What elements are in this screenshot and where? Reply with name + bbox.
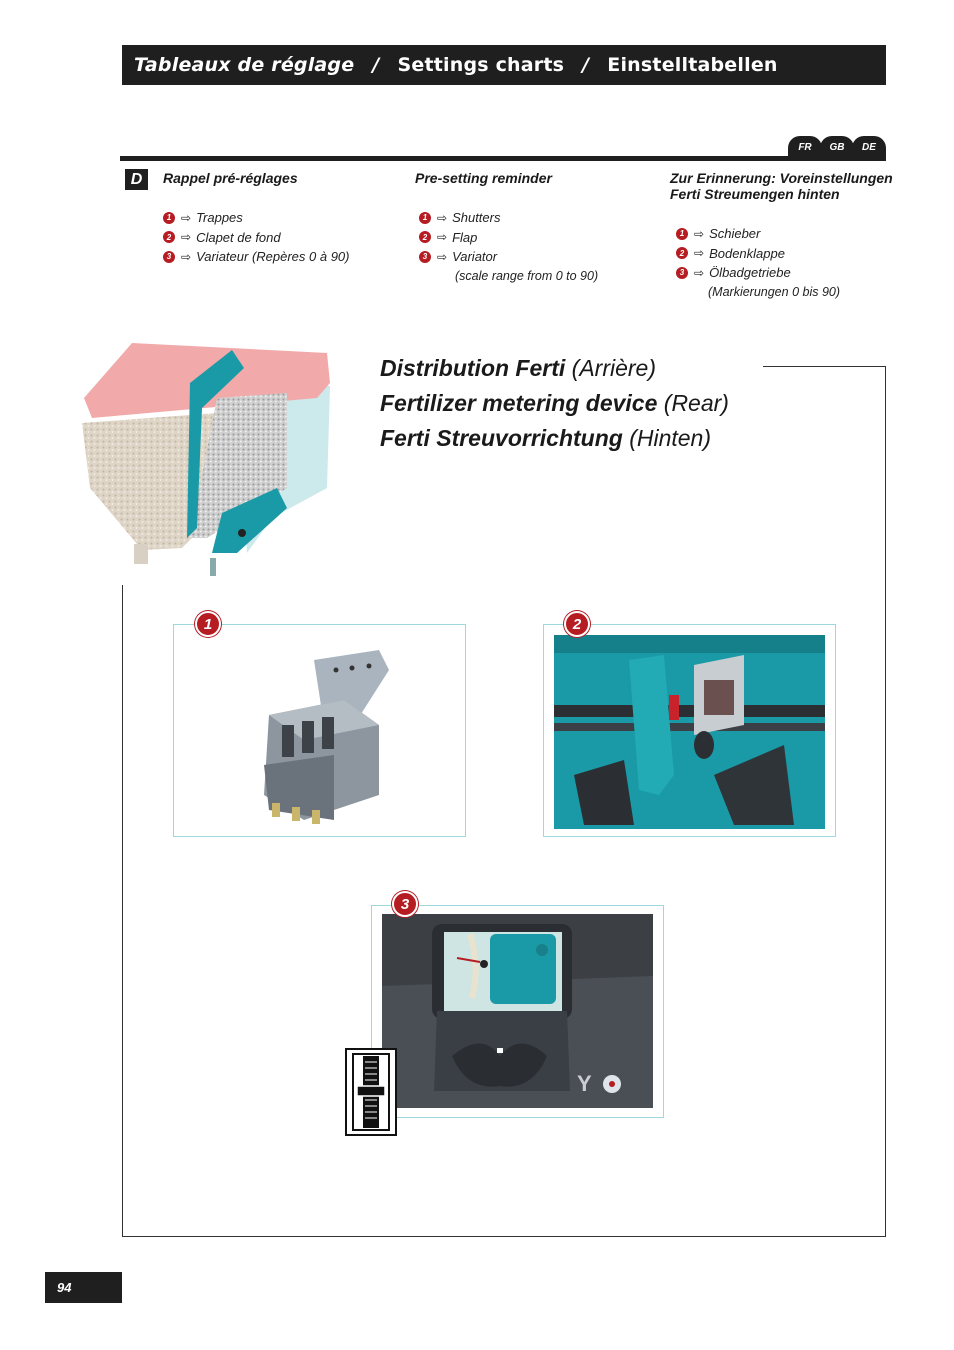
title-bold: Distribution Ferti	[380, 355, 566, 381]
title-bold: Ferti Streuvorrichtung	[380, 425, 623, 451]
gb-item-list	[419, 208, 500, 267]
list-item	[163, 247, 350, 267]
title-light: (Hinten)	[629, 425, 712, 451]
arrow-right-icon: ⇨	[181, 210, 192, 225]
photo-number-badge: 2	[564, 611, 590, 637]
arrow-right-icon: ⇨	[694, 246, 705, 261]
item-text: Shutters	[452, 210, 501, 226]
arrow-right-icon: ⇨	[437, 230, 448, 245]
list-item	[163, 208, 350, 228]
photo-number-badge: 3	[392, 891, 418, 917]
title-fr	[380, 355, 656, 382]
header-title-fr: Tableaux de réglage	[134, 54, 355, 76]
item-text: Trappes	[196, 210, 243, 226]
title-de	[380, 425, 711, 452]
number-badge: 1	[419, 212, 431, 224]
item-text: Bodenklappe	[709, 245, 785, 261]
photo-number-badge: 1	[195, 611, 221, 637]
frame-line-left	[122, 585, 123, 1237]
title-gb	[380, 390, 729, 417]
page-number: 94	[45, 1272, 122, 1303]
list-item	[419, 247, 500, 267]
de-item-list	[676, 224, 791, 283]
list-item	[676, 244, 791, 264]
photo-flap	[543, 624, 836, 837]
item-text: Variator	[452, 249, 498, 265]
arrow-right-icon: ⇨	[181, 230, 192, 245]
number-badge: 2	[419, 231, 431, 243]
header-separator: /	[372, 54, 380, 76]
section-letter: D	[125, 169, 148, 190]
number-badge: 3	[163, 251, 175, 263]
frame-line-top	[763, 366, 886, 367]
de-note: (Markierungen 0 bis 90)	[708, 285, 841, 299]
photo-shutters	[173, 624, 466, 837]
number-badge: 3	[419, 251, 431, 263]
variator-image	[372, 906, 662, 1116]
fr-column-title: Rappel pré-réglages	[163, 170, 298, 186]
title-light: (Rear)	[663, 390, 729, 416]
de-title-line: Zur Erinnerung: Voreinstellungen	[670, 170, 893, 186]
item-text: Clapet de fond	[196, 229, 281, 245]
lang-tab-gb: GB	[820, 136, 854, 158]
arrow-right-icon: ⇨	[181, 249, 192, 264]
photo-variator	[371, 905, 664, 1118]
item-text: Variateur (Repères 0 à 90)	[196, 249, 350, 265]
de-title-line: Ferti Streumengen hinten	[670, 186, 840, 202]
list-item	[163, 228, 350, 248]
de-column-title	[670, 170, 893, 202]
lang-tab-fr: FR	[788, 136, 822, 158]
variator-scale-icon	[345, 1048, 397, 1136]
list-item	[676, 224, 791, 244]
arrow-right-icon: ⇨	[694, 265, 705, 280]
list-item	[419, 208, 500, 228]
number-badge: 3	[676, 267, 688, 279]
item-text: Ölbadgetriebe	[709, 265, 791, 281]
header-separator: /	[582, 54, 590, 76]
header-band	[122, 45, 886, 85]
list-item	[419, 228, 500, 248]
hopper-illustration	[72, 338, 337, 583]
title-bold: Fertilizer metering device	[380, 390, 658, 416]
shutters-image	[174, 625, 464, 835]
section-rule	[120, 156, 886, 161]
frame-line-bottom	[122, 1236, 886, 1237]
number-badge: 2	[163, 231, 175, 243]
header-title-de: Einstelltabellen	[607, 54, 778, 76]
number-badge: 1	[163, 212, 175, 224]
gb-note: (scale range from 0 to 90)	[455, 269, 599, 283]
item-text: Flap	[452, 229, 478, 245]
arrow-right-icon: ⇨	[437, 210, 448, 225]
list-item	[676, 263, 791, 283]
number-badge: 1	[676, 228, 688, 240]
lang-tab-de: DE	[852, 136, 886, 158]
svg-text:Y: Y	[577, 1071, 592, 1096]
arrow-right-icon: ⇨	[437, 249, 448, 264]
gb-column-title: Pre-setting reminder	[415, 170, 552, 186]
flap-image	[544, 625, 834, 835]
title-light: (Arrière)	[571, 355, 657, 381]
fr-item-list	[163, 208, 350, 267]
item-text: Schieber	[709, 226, 761, 242]
header-title-gb: Settings charts	[397, 54, 565, 76]
arrow-right-icon: ⇨	[694, 226, 705, 241]
number-badge: 2	[676, 247, 688, 259]
frame-line-right	[885, 366, 886, 1237]
